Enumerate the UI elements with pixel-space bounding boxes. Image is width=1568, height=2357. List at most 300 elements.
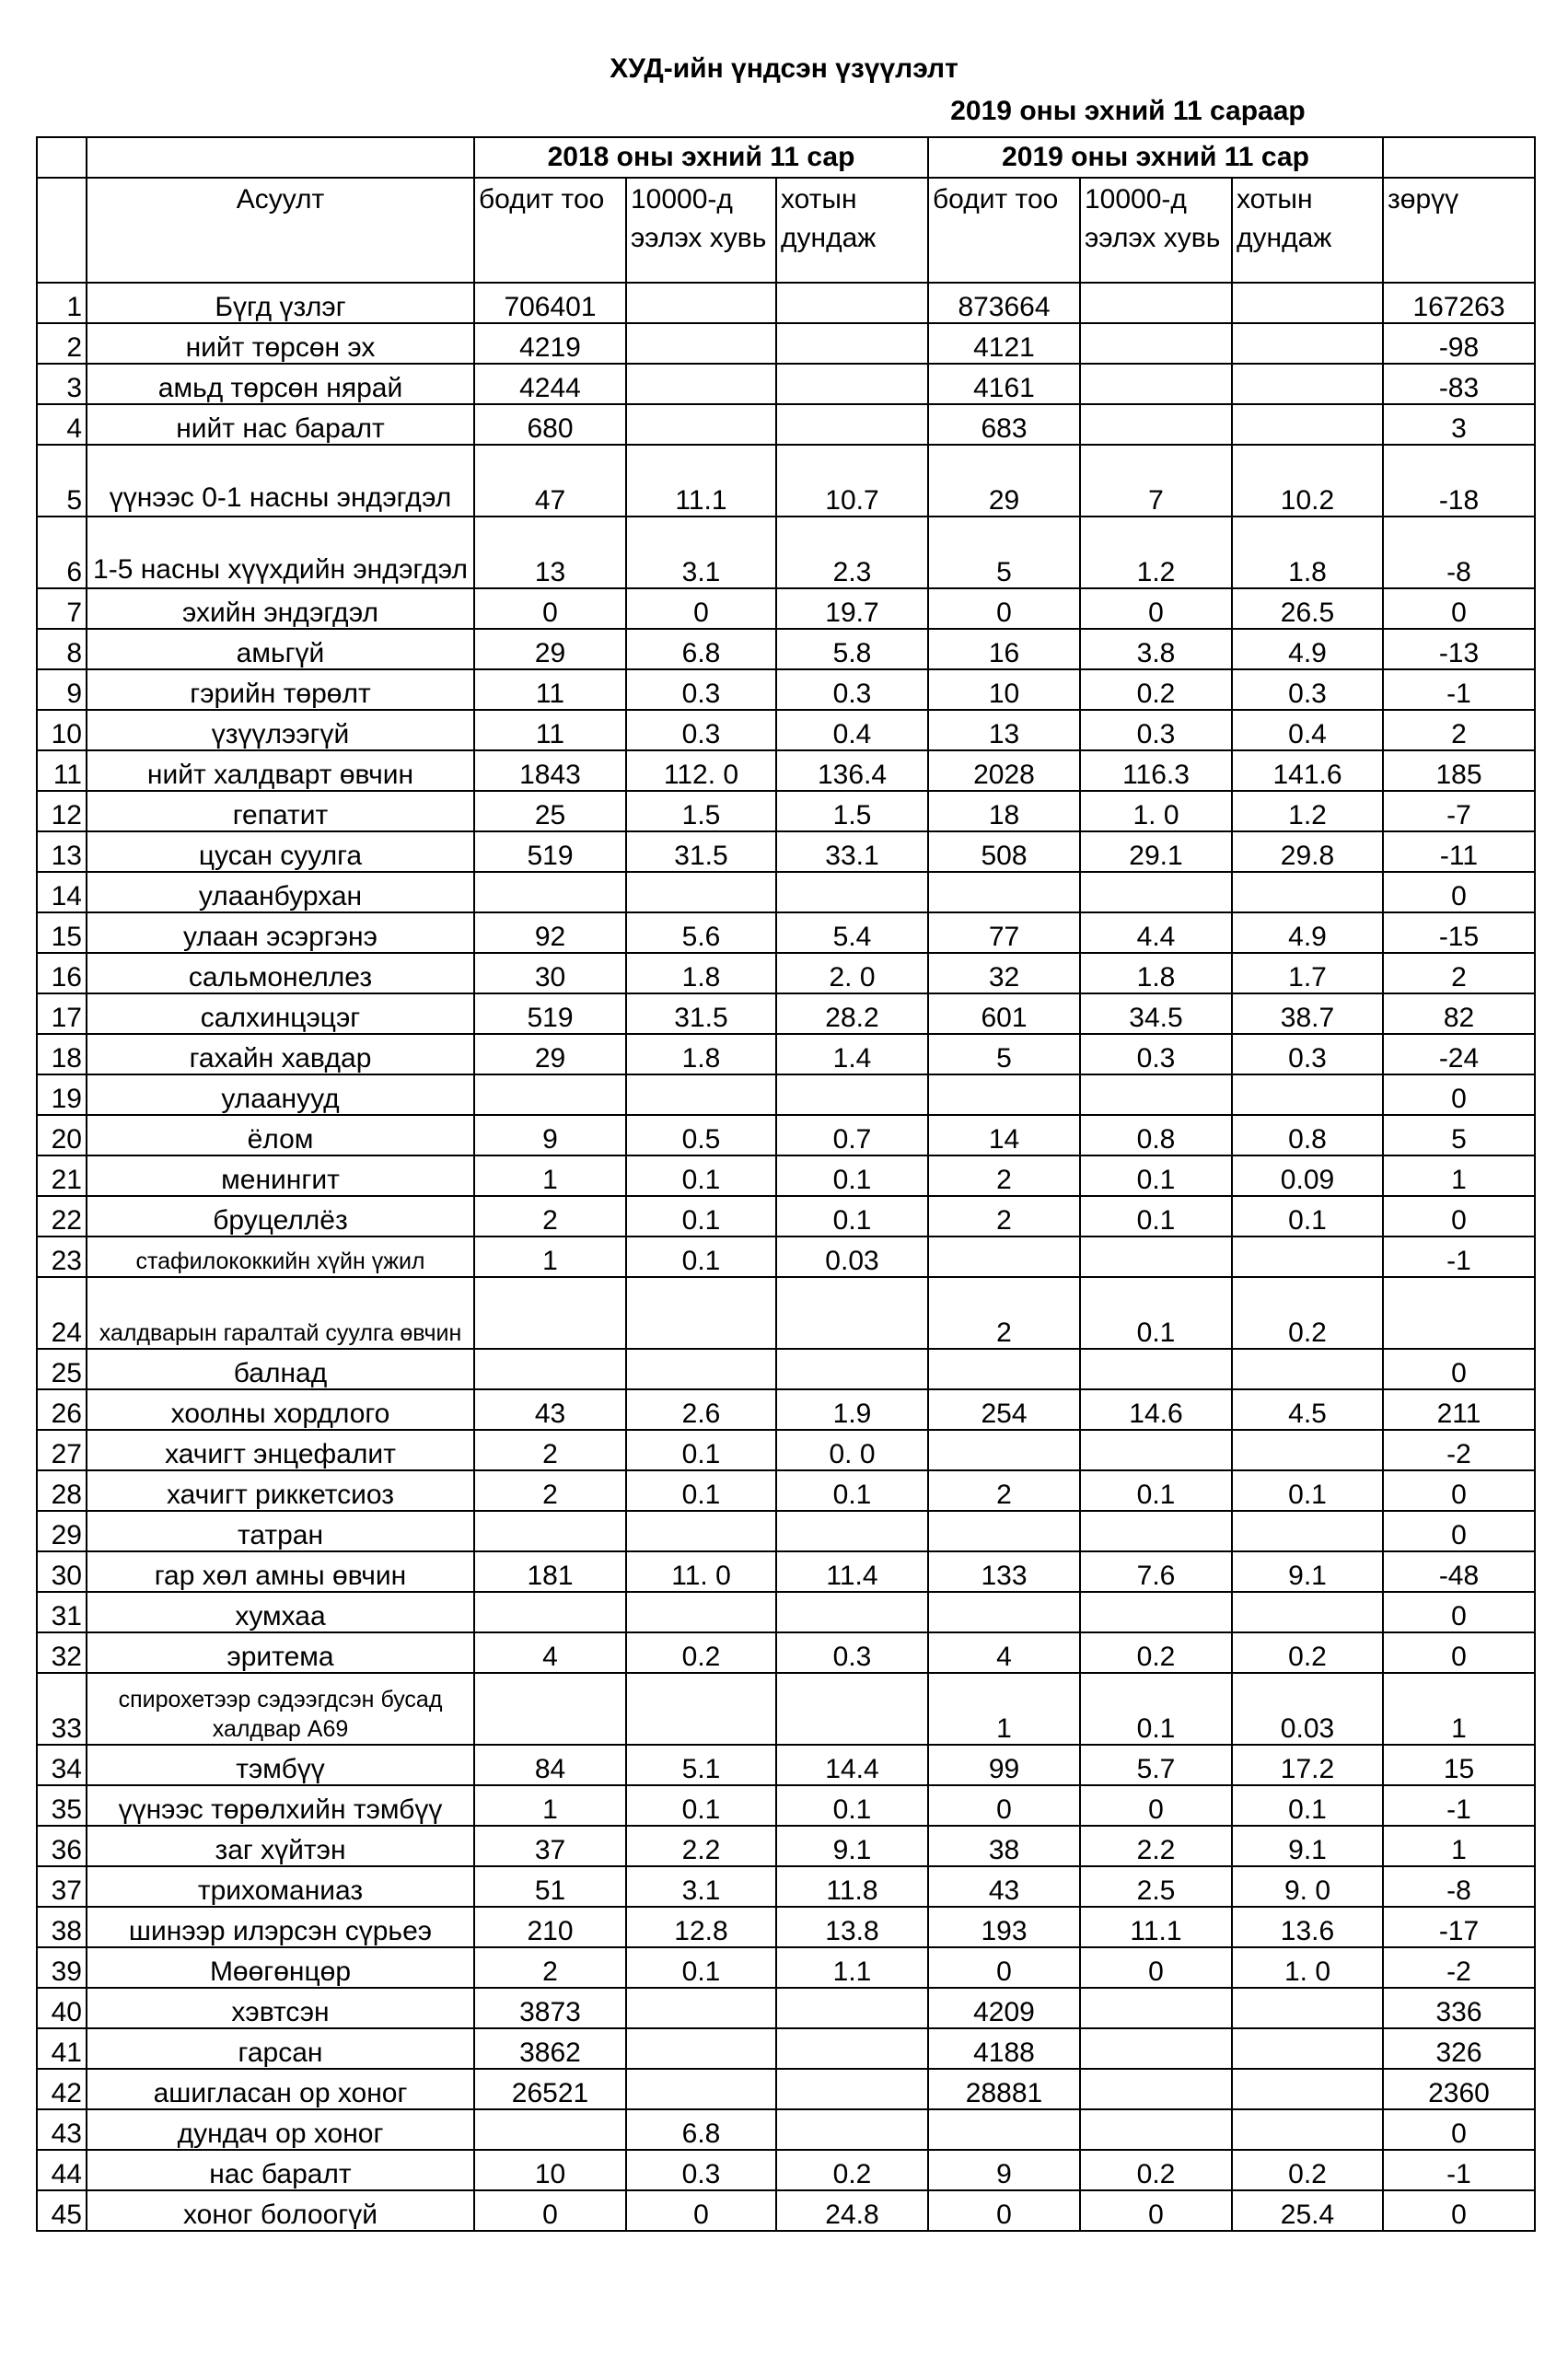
table-row bbox=[37, 1115, 1535, 1155]
question-cell: үзүүлээгүй bbox=[87, 710, 474, 750]
citymean-2018-cell bbox=[776, 323, 928, 364]
table-row bbox=[37, 1349, 1535, 1389]
actual-2018-cell: 29 bbox=[474, 629, 626, 669]
per10000-2019-cell: 0.2 bbox=[1080, 669, 1232, 710]
per10000-2019-cell: 29.1 bbox=[1080, 831, 1232, 872]
diff-cell: 0 bbox=[1383, 1511, 1535, 1551]
actual-2019-cell: 13 bbox=[928, 710, 1080, 750]
question-cell: гэрийн төрөлт bbox=[87, 669, 474, 710]
citymean-2019-cell: 0.1 bbox=[1232, 1196, 1383, 1237]
citymean-2018-cell: 9.1 bbox=[776, 1826, 928, 1866]
citymean-2019-cell bbox=[1232, 1430, 1383, 1470]
per10000-2019-cell bbox=[1080, 1074, 1232, 1115]
diff-header: зөрүү bbox=[1383, 178, 1535, 283]
actual-2018-cell: 51 bbox=[474, 1866, 626, 1907]
actual-2019-cell: 508 bbox=[928, 831, 1080, 872]
per10000-2018-cell: 0.2 bbox=[626, 1632, 776, 1673]
table-row bbox=[37, 1988, 1535, 2028]
table-row bbox=[37, 1277, 1535, 1349]
citymean-2019-cell: 1.2 bbox=[1232, 791, 1383, 831]
citymean-2018-header: хотын дундаж bbox=[776, 178, 928, 283]
per10000-2018-cell bbox=[626, 1511, 776, 1551]
per10000-2019-cell: 11.1 bbox=[1080, 1907, 1232, 1947]
table-row bbox=[37, 710, 1535, 750]
question-cell: үүнээс төрөлхийн тэмбүү bbox=[87, 1785, 474, 1826]
per10000-2018-cell: 0 bbox=[626, 588, 776, 629]
actual-2018-cell: 29 bbox=[474, 1034, 626, 1074]
row-number: 6 bbox=[37, 517, 87, 588]
actual-2019-cell: 43 bbox=[928, 1866, 1080, 1907]
citymean-2018-cell bbox=[776, 1277, 928, 1349]
question-cell: улаанбурхан bbox=[87, 872, 474, 912]
row-number: 24 bbox=[37, 1277, 87, 1349]
actual-2018-cell: 25 bbox=[474, 791, 626, 831]
per10000-2019-cell: 0.2 bbox=[1080, 1632, 1232, 1673]
citymean-2018-cell bbox=[776, 2028, 928, 2069]
citymean-2019-cell bbox=[1232, 1237, 1383, 1277]
actual-2019-cell: 4161 bbox=[928, 364, 1080, 404]
actual-2018-cell bbox=[474, 1277, 626, 1349]
per10000-2019-cell bbox=[1080, 1430, 1232, 1470]
citymean-2018-cell: 14.4 bbox=[776, 1745, 928, 1785]
question-cell: Мөөгөнцөр bbox=[87, 1947, 474, 1988]
question-cell: хоолны хордлого bbox=[87, 1389, 474, 1430]
actual-2019-cell: 2028 bbox=[928, 750, 1080, 791]
row-number: 32 bbox=[37, 1632, 87, 1673]
citymean-2019-cell: 9.1 bbox=[1232, 1826, 1383, 1866]
citymean-2018-cell: 11.4 bbox=[776, 1551, 928, 1592]
citymean-2018-cell: 0.1 bbox=[776, 1470, 928, 1511]
diff-cell: 185 bbox=[1383, 750, 1535, 791]
citymean-2018-cell: 1.4 bbox=[776, 1034, 928, 1074]
citymean-2019-cell: 0.4 bbox=[1232, 710, 1383, 750]
row-number: 20 bbox=[37, 1115, 87, 1155]
actual-2019-cell: 4 bbox=[928, 1632, 1080, 1673]
diff-cell: 0 bbox=[1383, 872, 1535, 912]
row-number: 1 bbox=[37, 283, 87, 323]
row-number: 34 bbox=[37, 1745, 87, 1785]
diff-cell: 3 bbox=[1383, 404, 1535, 445]
per10000-2018-cell bbox=[626, 323, 776, 364]
question-cell: дундач ор хоног bbox=[87, 2109, 474, 2150]
row-number: 39 bbox=[37, 1947, 87, 1988]
actual-2018-cell: 519 bbox=[474, 993, 626, 1034]
citymean-2018-cell: 1.1 bbox=[776, 1947, 928, 1988]
per10000-2019-cell bbox=[1080, 2028, 1232, 2069]
question-cell: ёлом bbox=[87, 1115, 474, 1155]
citymean-2018-cell: 136.4 bbox=[776, 750, 928, 791]
question-cell: спирохетээр сэдээгдсэн бусад халдвар А69 bbox=[87, 1673, 474, 1745]
per10000-2018-cell: 2.6 bbox=[626, 1389, 776, 1430]
actual-2019-cell: 99 bbox=[928, 1745, 1080, 1785]
per10000-2019-cell: 0.3 bbox=[1080, 1034, 1232, 1074]
citymean-2019-cell: 13.6 bbox=[1232, 1907, 1383, 1947]
actual-2019-cell: 14 bbox=[928, 1115, 1080, 1155]
diff-cell: 0 bbox=[1383, 1196, 1535, 1237]
actual-2018-cell: 1843 bbox=[474, 750, 626, 791]
table-row bbox=[37, 364, 1535, 404]
actual-2019-cell: 1 bbox=[928, 1673, 1080, 1745]
citymean-2019-cell: 0.09 bbox=[1232, 1155, 1383, 1196]
actual-2018-cell: 519 bbox=[474, 831, 626, 872]
citymean-2018-cell: 24.8 bbox=[776, 2190, 928, 2231]
question-cell: тэмбүү bbox=[87, 1745, 474, 1785]
diff-cell: -17 bbox=[1383, 1907, 1535, 1947]
actual-2018-cell bbox=[474, 1349, 626, 1389]
diff-cell: -15 bbox=[1383, 912, 1535, 953]
citymean-2019-cell: 29.8 bbox=[1232, 831, 1383, 872]
per10000-2019-cell: 0 bbox=[1080, 2190, 1232, 2231]
row-number: 28 bbox=[37, 1470, 87, 1511]
question-cell: нас баралт bbox=[87, 2150, 474, 2190]
actual-2018-cell: 84 bbox=[474, 1745, 626, 1785]
actual-2019-cell bbox=[928, 1511, 1080, 1551]
per10000-2018-cell: 0.1 bbox=[626, 1430, 776, 1470]
citymean-2019-cell: 0.1 bbox=[1232, 1470, 1383, 1511]
per10000-2018-cell: 0.3 bbox=[626, 710, 776, 750]
actual-2019-cell bbox=[928, 1237, 1080, 1277]
citymean-2018-cell bbox=[776, 283, 928, 323]
citymean-2018-cell bbox=[776, 2069, 928, 2109]
actual-2018-cell: 2 bbox=[474, 1196, 626, 1237]
actual-2018-cell: 10 bbox=[474, 2150, 626, 2190]
row-number: 29 bbox=[37, 1511, 87, 1551]
actual-2018-cell: 43 bbox=[474, 1389, 626, 1430]
citymean-2018-cell: 11.8 bbox=[776, 1866, 928, 1907]
per10000-2019-cell: 0.3 bbox=[1080, 710, 1232, 750]
citymean-2019-cell bbox=[1232, 404, 1383, 445]
table-row bbox=[37, 1196, 1535, 1237]
row-number: 17 bbox=[37, 993, 87, 1034]
per10000-2019-cell: 0 bbox=[1080, 1785, 1232, 1826]
per10000-2018-cell: 5.6 bbox=[626, 912, 776, 953]
per10000-2018-cell bbox=[626, 1988, 776, 2028]
period-header-row bbox=[37, 137, 1535, 178]
per10000-2018-cell: 0.1 bbox=[626, 1237, 776, 1277]
actual-2018-cell: 1 bbox=[474, 1155, 626, 1196]
citymean-2019-cell: 1.8 bbox=[1232, 517, 1383, 588]
actual-2018-cell: 3862 bbox=[474, 2028, 626, 2069]
citymean-2019-cell: 0.2 bbox=[1232, 1277, 1383, 1349]
diff-cell: -48 bbox=[1383, 1551, 1535, 1592]
row-number: 9 bbox=[37, 669, 87, 710]
question-cell: менингит bbox=[87, 1155, 474, 1196]
citymean-2019-cell: 141.6 bbox=[1232, 750, 1383, 791]
per10000-2018-cell: 11.1 bbox=[626, 445, 776, 517]
per10000-2018-cell bbox=[626, 1592, 776, 1632]
table-row bbox=[37, 1826, 1535, 1866]
row-number: 35 bbox=[37, 1785, 87, 1826]
row-number: 11 bbox=[37, 750, 87, 791]
question-cell: хоног болоогүй bbox=[87, 2190, 474, 2231]
per10000-2018-cell: 0.1 bbox=[626, 1196, 776, 1237]
citymean-2019-cell: 1.7 bbox=[1232, 953, 1383, 993]
actual-2019-cell bbox=[928, 1349, 1080, 1389]
actual-2019-cell: 193 bbox=[928, 1907, 1080, 1947]
actual-2018-cell: 1 bbox=[474, 1237, 626, 1277]
page-title: ХУД-ийн үндсэн үзүүлэлт bbox=[610, 53, 958, 84]
table-row bbox=[37, 831, 1535, 872]
actual-2018-cell: 4244 bbox=[474, 364, 626, 404]
per10000-2019-cell bbox=[1080, 2069, 1232, 2109]
diff-cell: 0 bbox=[1383, 1592, 1535, 1632]
citymean-2019-cell: 26.5 bbox=[1232, 588, 1383, 629]
table-row bbox=[37, 872, 1535, 912]
per10000-2019-cell: 7 bbox=[1080, 445, 1232, 517]
diff-cell: -24 bbox=[1383, 1034, 1535, 1074]
per10000-2019-cell bbox=[1080, 283, 1232, 323]
per10000-2018-cell: 0.1 bbox=[626, 1155, 776, 1196]
row-number: 45 bbox=[37, 2190, 87, 2231]
row-number: 27 bbox=[37, 1430, 87, 1470]
question-cell: амьгүй bbox=[87, 629, 474, 669]
per10000-2019-cell bbox=[1080, 1349, 1232, 1389]
per10000-2019-cell bbox=[1080, 364, 1232, 404]
diff-cell: 15 bbox=[1383, 1745, 1535, 1785]
actual-2019-cell: 4121 bbox=[928, 323, 1080, 364]
citymean-2019-cell: 0.3 bbox=[1232, 1034, 1383, 1074]
citymean-2018-cell bbox=[776, 1074, 928, 1115]
per10000-2018-cell: 0.3 bbox=[626, 2150, 776, 2190]
question-cell: эритема bbox=[87, 1632, 474, 1673]
table-row bbox=[37, 404, 1535, 445]
actual-2019-cell: 4188 bbox=[928, 2028, 1080, 2069]
actual-2019-cell: 5 bbox=[928, 1034, 1080, 1074]
per10000-2018-cell: 6.8 bbox=[626, 2109, 776, 2150]
actual-2019-cell: 0 bbox=[928, 1947, 1080, 1988]
diff-cell: 1 bbox=[1383, 1826, 1535, 1866]
period-2018-header: 2018 оны эхний 11 сар bbox=[474, 137, 928, 178]
actual-2019-cell: 38 bbox=[928, 1826, 1080, 1866]
row-number: 23 bbox=[37, 1237, 87, 1277]
actual-2018-cell: 92 bbox=[474, 912, 626, 953]
actual-2019-cell: 2 bbox=[928, 1196, 1080, 1237]
per10000-2019-cell: 1. 0 bbox=[1080, 791, 1232, 831]
header-blank bbox=[37, 178, 87, 283]
citymean-2018-cell: 5.8 bbox=[776, 629, 928, 669]
table-row bbox=[37, 953, 1535, 993]
citymean-2018-cell: 0.2 bbox=[776, 2150, 928, 2190]
citymean-2019-cell bbox=[1232, 323, 1383, 364]
per10000-2019-cell bbox=[1080, 1511, 1232, 1551]
citymean-2019-cell bbox=[1232, 1988, 1383, 2028]
table-row bbox=[37, 1074, 1535, 1115]
question-cell: Бүгд үзлэг bbox=[87, 283, 474, 323]
actual-2019-cell: 32 bbox=[928, 953, 1080, 993]
citymean-2019-cell: 10.2 bbox=[1232, 445, 1383, 517]
diff-cell: 0 bbox=[1383, 1470, 1535, 1511]
table-row bbox=[37, 1947, 1535, 1988]
per10000-2019-cell: 0.1 bbox=[1080, 1470, 1232, 1511]
row-number: 25 bbox=[37, 1349, 87, 1389]
diff-cell bbox=[1383, 1277, 1535, 1349]
actual-2018-cell bbox=[474, 1673, 626, 1745]
per10000-2018-cell: 5.1 bbox=[626, 1745, 776, 1785]
citymean-2019-cell bbox=[1232, 1074, 1383, 1115]
header-blank bbox=[37, 137, 87, 178]
actual-2018-cell: 11 bbox=[474, 669, 626, 710]
citymean-2018-cell: 2. 0 bbox=[776, 953, 928, 993]
actual-2019-cell: 2 bbox=[928, 1277, 1080, 1349]
row-number: 44 bbox=[37, 2150, 87, 2190]
question-cell: гепатит bbox=[87, 791, 474, 831]
table-row bbox=[37, 588, 1535, 629]
actual-2018-cell: 30 bbox=[474, 953, 626, 993]
per10000-2019-cell bbox=[1080, 872, 1232, 912]
table-row bbox=[37, 2150, 1535, 2190]
table-row bbox=[37, 1785, 1535, 1826]
row-number: 37 bbox=[37, 1866, 87, 1907]
citymean-2019-cell: 0.3 bbox=[1232, 669, 1383, 710]
diff-cell: 2360 bbox=[1383, 2069, 1535, 2109]
citymean-2018-cell: 1.9 bbox=[776, 1389, 928, 1430]
table-row bbox=[37, 2109, 1535, 2150]
per10000-2019-cell: 2.2 bbox=[1080, 1826, 1232, 1866]
diff-cell: -2 bbox=[1383, 1947, 1535, 1988]
citymean-2018-cell bbox=[776, 364, 928, 404]
diff-cell: 5 bbox=[1383, 1115, 1535, 1155]
table-row bbox=[37, 1034, 1535, 1074]
diff-cell: 326 bbox=[1383, 2028, 1535, 2069]
table-row bbox=[37, 1237, 1535, 1277]
actual-2018-cell: 0 bbox=[474, 588, 626, 629]
per10000-2018-cell bbox=[626, 1673, 776, 1745]
per10000-2018-cell: 12.8 bbox=[626, 1907, 776, 1947]
per10000-2019-cell: 0 bbox=[1080, 588, 1232, 629]
per10000-2019-cell: 0.1 bbox=[1080, 1673, 1232, 1745]
citymean-2019-cell bbox=[1232, 2109, 1383, 2150]
citymean-2019-cell: 4.5 bbox=[1232, 1389, 1383, 1430]
citymean-2018-cell: 13.8 bbox=[776, 1907, 928, 1947]
citymean-2018-cell bbox=[776, 1988, 928, 2028]
per10000-2018-cell bbox=[626, 2028, 776, 2069]
per10000-2018-cell: 6.8 bbox=[626, 629, 776, 669]
citymean-2018-cell bbox=[776, 1673, 928, 1745]
per10000-2018-cell: 0.1 bbox=[626, 1947, 776, 1988]
diff-cell: 0 bbox=[1383, 1349, 1535, 1389]
diff-cell: -7 bbox=[1383, 791, 1535, 831]
per10000-2019-cell: 0.1 bbox=[1080, 1155, 1232, 1196]
table-row bbox=[37, 1866, 1535, 1907]
actual-2018-cell: 4219 bbox=[474, 323, 626, 364]
actual-2018-cell: 47 bbox=[474, 445, 626, 517]
citymean-2018-cell: 0.1 bbox=[776, 1785, 928, 1826]
citymean-2018-cell: 0. 0 bbox=[776, 1430, 928, 1470]
per10000-2019-cell bbox=[1080, 1592, 1232, 1632]
question-cell: цусан суулга bbox=[87, 831, 474, 872]
citymean-2018-cell: 28.2 bbox=[776, 993, 928, 1034]
row-number: 36 bbox=[37, 1826, 87, 1866]
diff-cell: -13 bbox=[1383, 629, 1535, 669]
per10000-2019-cell bbox=[1080, 323, 1232, 364]
question-cell: үүнээс 0-1 насны эндэгдэл bbox=[87, 445, 474, 517]
per10000-2019-cell: 0.8 bbox=[1080, 1115, 1232, 1155]
per10000-2018-cell: 1.5 bbox=[626, 791, 776, 831]
citymean-2018-cell: 0.7 bbox=[776, 1115, 928, 1155]
table-row bbox=[37, 1389, 1535, 1430]
row-number: 33 bbox=[37, 1673, 87, 1745]
question-cell: амьд төрсөн нярай bbox=[87, 364, 474, 404]
per10000-2018-cell: 0.1 bbox=[626, 1470, 776, 1511]
row-number: 22 bbox=[37, 1196, 87, 1237]
row-number: 19 bbox=[37, 1074, 87, 1115]
question-cell: гар хөл амны өвчин bbox=[87, 1551, 474, 1592]
actual-2018-cell: 26521 bbox=[474, 2069, 626, 2109]
citymean-2018-cell: 10.7 bbox=[776, 445, 928, 517]
question-cell: халдварын гаралтай суулга өвчин bbox=[87, 1277, 474, 1349]
citymean-2019-cell: 4.9 bbox=[1232, 629, 1383, 669]
citymean-2019-cell: 4.9 bbox=[1232, 912, 1383, 953]
actual-2018-cell: 4 bbox=[474, 1632, 626, 1673]
diff-cell: 0 bbox=[1383, 2109, 1535, 2150]
question-cell: татран bbox=[87, 1511, 474, 1551]
actual-2019-cell: 18 bbox=[928, 791, 1080, 831]
citymean-2019-cell bbox=[1232, 2069, 1383, 2109]
diff-cell: 2 bbox=[1383, 710, 1535, 750]
table-row bbox=[37, 1745, 1535, 1785]
actual-2019-cell: 4209 bbox=[928, 1988, 1080, 2028]
question-cell: стафилококкийн хүйн үжил bbox=[87, 1237, 474, 1277]
actual-2019-cell: 873664 bbox=[928, 283, 1080, 323]
question-cell: гарсан bbox=[87, 2028, 474, 2069]
actual-2018-cell bbox=[474, 1074, 626, 1115]
row-number: 12 bbox=[37, 791, 87, 831]
header-blank bbox=[1383, 137, 1535, 178]
actual-2019-cell: 0 bbox=[928, 2190, 1080, 2231]
question-cell: улаан эсэргэнэ bbox=[87, 912, 474, 953]
table-row bbox=[37, 669, 1535, 710]
citymean-2019-cell: 0.1 bbox=[1232, 1785, 1383, 1826]
question-cell: 1-5 насны хүүхдийн эндэгдэл bbox=[87, 517, 474, 588]
diff-cell: -11 bbox=[1383, 831, 1535, 872]
actual-2019-cell bbox=[928, 1074, 1080, 1115]
per10000-2019-cell: 3.8 bbox=[1080, 629, 1232, 669]
citymean-2018-cell bbox=[776, 872, 928, 912]
citymean-2019-cell: 0.2 bbox=[1232, 2150, 1383, 2190]
actual-2018-cell: 1 bbox=[474, 1785, 626, 1826]
question-cell: хачигт энцефалит bbox=[87, 1430, 474, 1470]
per10000-2019-header: 10000-д ээлэх хувь bbox=[1080, 178, 1232, 283]
actual-2019-cell: 133 bbox=[928, 1551, 1080, 1592]
citymean-2019-cell: 25.4 bbox=[1232, 2190, 1383, 2231]
citymean-2018-cell: 0.1 bbox=[776, 1155, 928, 1196]
citymean-2019-cell bbox=[1232, 364, 1383, 404]
question-cell: балнад bbox=[87, 1349, 474, 1389]
diff-cell: -83 bbox=[1383, 364, 1535, 404]
row-number: 5 bbox=[37, 445, 87, 517]
per10000-2018-cell bbox=[626, 1349, 776, 1389]
per10000-2018-cell: 31.5 bbox=[626, 993, 776, 1034]
citymean-2018-cell bbox=[776, 1349, 928, 1389]
table-row bbox=[37, 445, 1535, 517]
per10000-2018-cell bbox=[626, 283, 776, 323]
per10000-2018-cell: 3.1 bbox=[626, 1866, 776, 1907]
actual-2019-cell: 29 bbox=[928, 445, 1080, 517]
table-row bbox=[37, 2028, 1535, 2069]
per10000-2018-cell: 11. 0 bbox=[626, 1551, 776, 1592]
row-number: 43 bbox=[37, 2109, 87, 2150]
citymean-2018-cell: 0.03 bbox=[776, 1237, 928, 1277]
diff-cell: 211 bbox=[1383, 1389, 1535, 1430]
per10000-2018-cell: 1.8 bbox=[626, 1034, 776, 1074]
citymean-2019-cell bbox=[1232, 283, 1383, 323]
actual-2019-header: бодит тоо bbox=[928, 178, 1080, 283]
citymean-2018-cell bbox=[776, 1592, 928, 1632]
actual-2018-cell bbox=[474, 1592, 626, 1632]
citymean-2019-cell: 0.2 bbox=[1232, 1632, 1383, 1673]
actual-2019-cell bbox=[928, 872, 1080, 912]
per10000-2018-cell: 1.8 bbox=[626, 953, 776, 993]
